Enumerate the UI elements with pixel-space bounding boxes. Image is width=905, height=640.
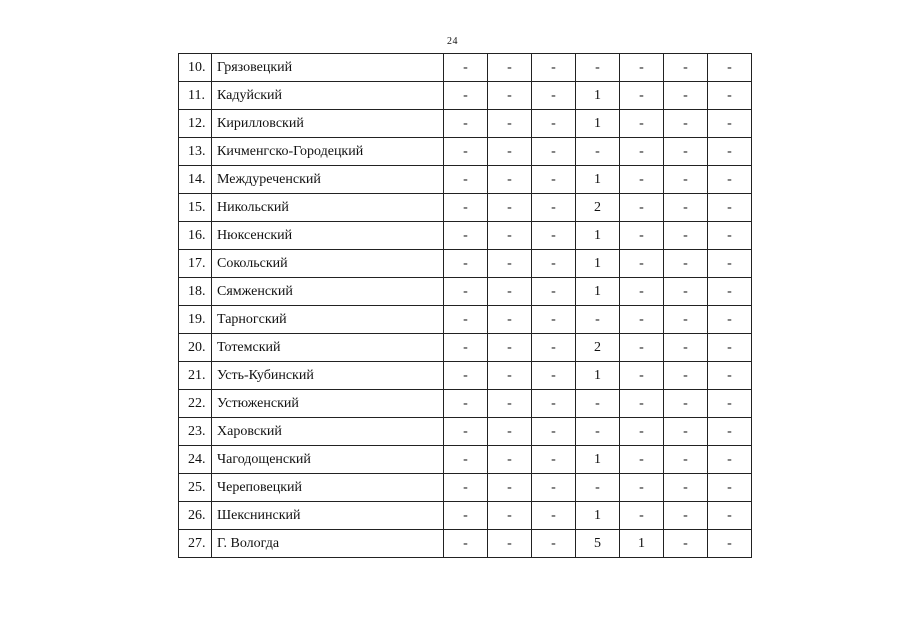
value-cell-col-6: - bbox=[664, 138, 708, 166]
value-cell-col-3: - bbox=[532, 110, 576, 138]
table-body bbox=[179, 54, 752, 558]
value-cell-col-4: 2 bbox=[576, 194, 620, 222]
value-cell-col-1: - bbox=[444, 390, 488, 418]
value-cell-col-5: - bbox=[620, 250, 664, 278]
value-cell-col-2: - bbox=[488, 250, 532, 278]
table-row bbox=[179, 306, 752, 334]
value-cell-col-3: - bbox=[532, 278, 576, 306]
value-cell-col-4: 5 bbox=[576, 530, 620, 558]
district-name: Усть-Кубинский bbox=[212, 362, 444, 390]
table-row bbox=[179, 194, 752, 222]
value-cell-col-3: - bbox=[532, 362, 576, 390]
row-number: 26. bbox=[179, 502, 212, 530]
value-cell-col-4: 1 bbox=[576, 502, 620, 530]
district-name: Грязовецкий bbox=[212, 54, 444, 82]
value-cell-col-1: - bbox=[444, 222, 488, 250]
value-cell-col-1: - bbox=[444, 418, 488, 446]
value-cell-col-3: - bbox=[532, 250, 576, 278]
value-cell-col-1: - bbox=[444, 334, 488, 362]
value-cell-col-2: - bbox=[488, 278, 532, 306]
value-cell-col-3: - bbox=[532, 474, 576, 502]
value-cell-col-4: - bbox=[576, 138, 620, 166]
value-cell-col-7: - bbox=[708, 278, 752, 306]
table-row bbox=[179, 474, 752, 502]
value-cell-col-3: - bbox=[532, 446, 576, 474]
value-cell-col-1: - bbox=[444, 502, 488, 530]
value-cell-col-7: - bbox=[708, 250, 752, 278]
value-cell-col-1: - bbox=[444, 194, 488, 222]
row-number: 10. bbox=[179, 54, 212, 82]
value-cell-col-7: - bbox=[708, 530, 752, 558]
district-name: Тотемский bbox=[212, 334, 444, 362]
district-name: Сямженский bbox=[212, 278, 444, 306]
table-row bbox=[179, 334, 752, 362]
value-cell-col-3: - bbox=[532, 194, 576, 222]
value-cell-col-2: - bbox=[488, 166, 532, 194]
district-name: Г. Вологда bbox=[212, 530, 444, 558]
row-number: 14. bbox=[179, 166, 212, 194]
district-name: Череповецкий bbox=[212, 474, 444, 502]
value-cell-col-6: - bbox=[664, 502, 708, 530]
value-cell-col-6: - bbox=[664, 194, 708, 222]
table-row bbox=[179, 110, 752, 138]
value-cell-col-5: - bbox=[620, 222, 664, 250]
value-cell-col-3: - bbox=[532, 82, 576, 110]
value-cell-col-1: - bbox=[444, 278, 488, 306]
row-number: 21. bbox=[179, 362, 212, 390]
value-cell-col-7: - bbox=[708, 110, 752, 138]
value-cell-col-5: 1 bbox=[620, 530, 664, 558]
row-number: 15. bbox=[179, 194, 212, 222]
value-cell-col-4: 1 bbox=[576, 278, 620, 306]
value-cell-col-2: - bbox=[488, 362, 532, 390]
value-cell-col-5: - bbox=[620, 166, 664, 194]
table-row bbox=[179, 362, 752, 390]
value-cell-col-2: - bbox=[488, 138, 532, 166]
table-row bbox=[179, 390, 752, 418]
value-cell-col-3: - bbox=[532, 334, 576, 362]
district-name: Кирилловский bbox=[212, 110, 444, 138]
value-cell-col-5: - bbox=[620, 334, 664, 362]
table-row bbox=[179, 82, 752, 110]
value-cell-col-3: - bbox=[532, 530, 576, 558]
value-cell-col-2: - bbox=[488, 418, 532, 446]
value-cell-col-3: - bbox=[532, 502, 576, 530]
value-cell-col-5: - bbox=[620, 138, 664, 166]
row-number: 27. bbox=[179, 530, 212, 558]
value-cell-col-7: - bbox=[708, 222, 752, 250]
value-cell-col-5: - bbox=[620, 418, 664, 446]
table-row bbox=[179, 278, 752, 306]
value-cell-col-2: - bbox=[488, 334, 532, 362]
district-name: Харовский bbox=[212, 418, 444, 446]
row-number: 24. bbox=[179, 446, 212, 474]
value-cell-col-7: - bbox=[708, 306, 752, 334]
value-cell-col-4: 1 bbox=[576, 222, 620, 250]
table-row bbox=[179, 418, 752, 446]
value-cell-col-3: - bbox=[532, 138, 576, 166]
district-name: Кичменгско-Городецкий bbox=[212, 138, 444, 166]
value-cell-col-5: - bbox=[620, 474, 664, 502]
value-cell-col-4: 1 bbox=[576, 82, 620, 110]
value-cell-col-1: - bbox=[444, 530, 488, 558]
value-cell-col-2: - bbox=[488, 502, 532, 530]
value-cell-col-3: - bbox=[532, 306, 576, 334]
value-cell-col-2: - bbox=[488, 390, 532, 418]
row-number: 11. bbox=[179, 82, 212, 110]
value-cell-col-7: - bbox=[708, 194, 752, 222]
district-name: Устюженский bbox=[212, 390, 444, 418]
value-cell-col-3: - bbox=[532, 418, 576, 446]
district-name: Чагодощенский bbox=[212, 446, 444, 474]
table-row bbox=[179, 54, 752, 82]
value-cell-col-4: - bbox=[576, 474, 620, 502]
value-cell-col-6: - bbox=[664, 82, 708, 110]
row-number: 25. bbox=[179, 474, 212, 502]
row-number: 12. bbox=[179, 110, 212, 138]
value-cell-col-4: 1 bbox=[576, 110, 620, 138]
table-row bbox=[179, 446, 752, 474]
value-cell-col-6: - bbox=[664, 278, 708, 306]
value-cell-col-1: - bbox=[444, 82, 488, 110]
table-row bbox=[179, 530, 752, 558]
value-cell-col-4: - bbox=[576, 54, 620, 82]
value-cell-col-1: - bbox=[444, 250, 488, 278]
value-cell-col-7: - bbox=[708, 334, 752, 362]
value-cell-col-4: - bbox=[576, 418, 620, 446]
value-cell-col-5: - bbox=[620, 194, 664, 222]
district-name: Междуреченский bbox=[212, 166, 444, 194]
district-name: Кадуйский bbox=[212, 82, 444, 110]
row-number: 22. bbox=[179, 390, 212, 418]
value-cell-col-7: - bbox=[708, 474, 752, 502]
page-number: 24 bbox=[447, 36, 458, 47]
table-row bbox=[179, 166, 752, 194]
value-cell-col-4: 1 bbox=[576, 250, 620, 278]
value-cell-col-7: - bbox=[708, 418, 752, 446]
value-cell-col-7: - bbox=[708, 502, 752, 530]
district-name: Нюксенский bbox=[212, 222, 444, 250]
value-cell-col-4: 1 bbox=[576, 446, 620, 474]
district-name: Шекснинский bbox=[212, 502, 444, 530]
row-number: 16. bbox=[179, 222, 212, 250]
value-cell-col-2: - bbox=[488, 82, 532, 110]
value-cell-col-7: - bbox=[708, 166, 752, 194]
value-cell-col-2: - bbox=[488, 474, 532, 502]
value-cell-col-6: - bbox=[664, 418, 708, 446]
value-cell-col-5: - bbox=[620, 390, 664, 418]
value-cell-col-1: - bbox=[444, 166, 488, 194]
value-cell-col-6: - bbox=[664, 250, 708, 278]
value-cell-col-2: - bbox=[488, 306, 532, 334]
value-cell-col-4: - bbox=[576, 390, 620, 418]
district-table bbox=[178, 53, 752, 558]
value-cell-col-2: - bbox=[488, 446, 532, 474]
value-cell-col-2: - bbox=[488, 54, 532, 82]
value-cell-col-7: - bbox=[708, 54, 752, 82]
table-row bbox=[179, 502, 752, 530]
value-cell-col-3: - bbox=[532, 390, 576, 418]
row-number: 20. bbox=[179, 334, 212, 362]
value-cell-col-6: - bbox=[664, 306, 708, 334]
value-cell-col-3: - bbox=[532, 222, 576, 250]
value-cell-col-7: - bbox=[708, 362, 752, 390]
row-number: 23. bbox=[179, 418, 212, 446]
row-number: 17. bbox=[179, 250, 212, 278]
value-cell-col-7: - bbox=[708, 390, 752, 418]
value-cell-col-1: - bbox=[444, 54, 488, 82]
table-row bbox=[179, 222, 752, 250]
value-cell-col-6: - bbox=[664, 166, 708, 194]
value-cell-col-6: - bbox=[664, 222, 708, 250]
value-cell-col-5: - bbox=[620, 306, 664, 334]
value-cell-col-2: - bbox=[488, 110, 532, 138]
value-cell-col-6: - bbox=[664, 446, 708, 474]
value-cell-col-5: - bbox=[620, 446, 664, 474]
value-cell-col-5: - bbox=[620, 278, 664, 306]
value-cell-col-1: - bbox=[444, 306, 488, 334]
value-cell-col-5: - bbox=[620, 110, 664, 138]
district-name: Тарногский bbox=[212, 306, 444, 334]
district-name: Никольский bbox=[212, 194, 444, 222]
value-cell-col-7: - bbox=[708, 138, 752, 166]
value-cell-col-7: - bbox=[708, 82, 752, 110]
value-cell-col-7: - bbox=[708, 446, 752, 474]
table-row bbox=[179, 250, 752, 278]
value-cell-col-6: - bbox=[664, 54, 708, 82]
row-number: 18. bbox=[179, 278, 212, 306]
value-cell-col-6: - bbox=[664, 110, 708, 138]
value-cell-col-1: - bbox=[444, 110, 488, 138]
value-cell-col-5: - bbox=[620, 82, 664, 110]
value-cell-col-6: - bbox=[664, 530, 708, 558]
district-name: Сокольский bbox=[212, 250, 444, 278]
value-cell-col-5: - bbox=[620, 54, 664, 82]
value-cell-col-6: - bbox=[664, 334, 708, 362]
value-cell-col-5: - bbox=[620, 502, 664, 530]
value-cell-col-4: 1 bbox=[576, 166, 620, 194]
value-cell-col-3: - bbox=[532, 166, 576, 194]
value-cell-col-1: - bbox=[444, 362, 488, 390]
value-cell-col-3: - bbox=[532, 54, 576, 82]
value-cell-col-6: - bbox=[664, 362, 708, 390]
value-cell-col-1: - bbox=[444, 446, 488, 474]
row-number: 19. bbox=[179, 306, 212, 334]
value-cell-col-1: - bbox=[444, 474, 488, 502]
value-cell-col-6: - bbox=[664, 474, 708, 502]
value-cell-col-4: 1 bbox=[576, 362, 620, 390]
row-number: 13. bbox=[179, 138, 212, 166]
value-cell-col-1: - bbox=[444, 138, 488, 166]
value-cell-col-4: - bbox=[576, 306, 620, 334]
value-cell-col-4: 2 bbox=[576, 334, 620, 362]
table-row bbox=[179, 138, 752, 166]
value-cell-col-2: - bbox=[488, 222, 532, 250]
value-cell-col-2: - bbox=[488, 194, 532, 222]
value-cell-col-2: - bbox=[488, 530, 532, 558]
value-cell-col-6: - bbox=[664, 390, 708, 418]
value-cell-col-5: - bbox=[620, 362, 664, 390]
